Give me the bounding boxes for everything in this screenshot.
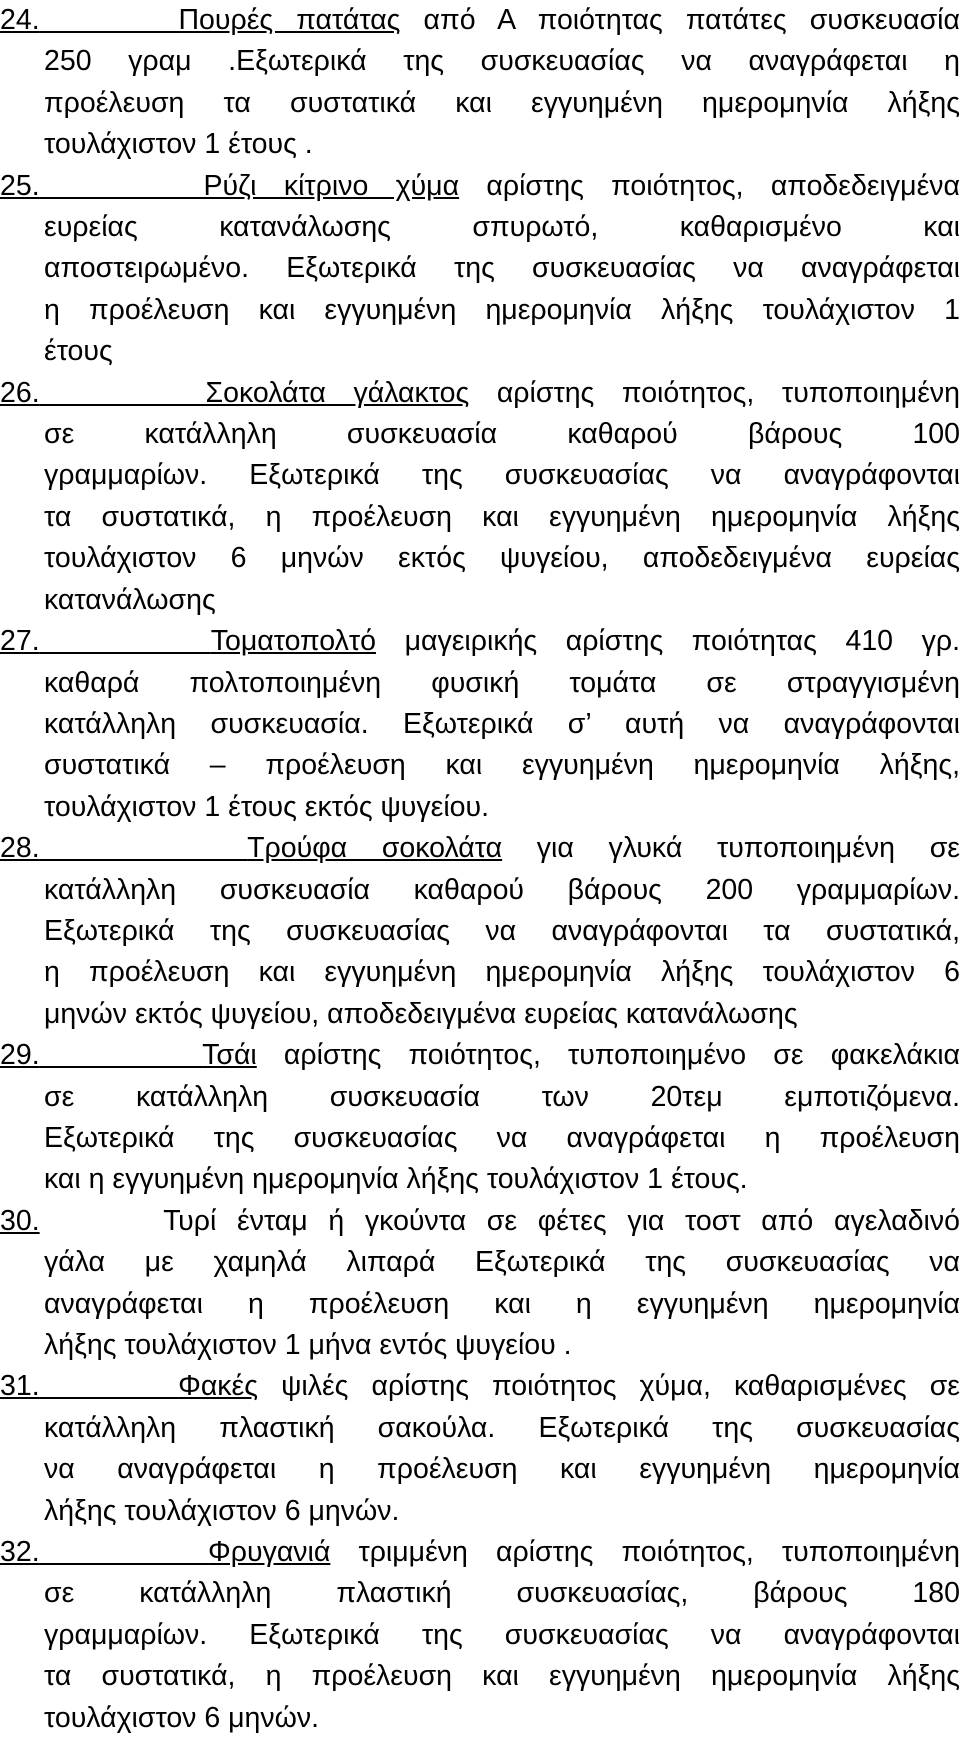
item-number-gap [40,1039,202,1071]
item-continuation-line [0,1573,960,1614]
item-text: προέλευση τα συστατικά και εγγυημένη ημερομηνία λήξης [44,86,960,119]
item-text: λήξης τουλάχιστον 6 μηνών. [44,1494,400,1527]
item-product-name: Σοκολάτα γάλακτος [205,376,470,409]
list-item [0,1201,960,1367]
list-item [0,1366,960,1532]
item-continuation-line [0,1698,960,1739]
item-text: λήξης τουλάχιστον 1 μήνα εντός ψυγείου . [44,1329,572,1361]
item-text: η προέλευση και εγγυημένη ημερομηνία λήξης τουλάχιστον 6 [44,956,960,989]
item-continuation-line [0,1656,960,1697]
item-product-name: Φρυγανιά [208,1536,331,1569]
item-number-gap [40,170,204,202]
item-number: 28. [0,832,40,865]
item-text: ψιλές αρίστης ποιότητος χύμα, καθαρισμένες σε [258,1370,960,1403]
item-first-line [0,373,960,414]
item-continuation-line [0,1325,960,1366]
item-text: μαγειρικής αρίστης ποιότητας 410 γρ. [375,625,960,658]
item-text: μηνών εκτός ψυγείου, αποδεδειγμένα ευρείας κατανάλωσης [44,997,798,1030]
item-continuation-line [0,663,960,704]
item-text: από Α ποιότητας πατάτες συσκευασία [400,4,960,36]
item-text: σε κατάλληλη συσκευασία των 20τεμ εμποτιζόμενα. [44,1080,960,1113]
item-text: αρίστης ποιότητος, αποδεδειγμένα [459,169,960,202]
item-text: αρίστης ποιότητος, τυποποιημένη [469,376,960,409]
item-text: σε κατάλληλη πλαστική συσκευασίας, βάρους 180 [44,1577,960,1610]
item-first-line [0,828,960,869]
item-text: αποστειρωμένο. Εξωτερικά της συσκευασίας να αναγράφεται [44,252,960,285]
item-continuation-line [0,952,960,993]
item-continuation-line [0,1615,960,1656]
item-first-line [0,1035,960,1076]
item-text: καθαρά πολτοποιημένη φυσική τομάτα σε στραγγισμένη [44,666,960,699]
item-text: τα συστατικά, η προέλευση και εγγυημένη ημερομηνία λήξης [44,500,960,533]
item-text: και η εγγυημένη ημερομηνία λήξης τουλάχιστον 1 έτους. [44,1163,748,1196]
item-number: 24. [0,4,40,36]
list-item [0,1035,960,1201]
item-continuation-line [0,1077,960,1118]
item-continuation-line [0,41,960,82]
item-number-gap [40,1205,164,1237]
item-continuation-line [0,704,960,745]
item-number-gap [40,4,179,36]
item-first-line [0,1532,960,1573]
item-continuation-line [0,1491,960,1532]
item-continuation-line [0,787,960,828]
item-continuation-line [0,1242,960,1283]
item-number: 25. [0,169,40,202]
item-continuation-line [0,580,960,621]
item-continuation-line [0,1159,960,1200]
item-text: 250 γραμ .Εξωτερικά της συσκευασίας να αναγράφεται η [44,45,960,78]
item-text: συστατικά – προέλευση και εγγυημένη ημερομηνία λήξης, [44,749,960,782]
item-continuation-line [0,538,960,579]
item-continuation-line [0,994,960,1035]
item-text: γραμμαρίων. Εξωτερικά της συσκευασίας να αναγράφονται [44,459,960,492]
item-continuation-line [0,331,960,372]
item-product-name: Φακές [178,1370,258,1403]
item-continuation-line [0,870,960,911]
item-text: η προέλευση και εγγυημένη ημερομηνία λήξης τουλάχιστον 1 [44,293,960,326]
item-text: γραμμαρίων. Εξωτερικά της συσκευασίας να αναγράφονται [44,1618,960,1651]
item-continuation-line [0,1118,960,1159]
item-continuation-line [0,124,960,165]
item-number: 29. [0,1039,40,1072]
item-number: 31. [0,1370,40,1403]
item-continuation-line [0,1284,960,1325]
item-product-name: Πουρές πατάτας [178,4,401,36]
item-continuation-line [0,414,960,455]
item-text: σε κατάλληλη συσκευασία καθαρού βάρους 100 [44,418,960,451]
item-continuation-line [0,290,960,331]
item-number-gap [40,377,206,409]
list-item [0,828,960,1035]
item-number-gap [40,1536,208,1568]
item-text: έτους [44,335,113,368]
list-item [0,373,960,621]
item-text: κατάλληλη συσκευασία καθαρού βάρους 200 γραμμαρίων. [44,873,960,906]
item-number: 27. [0,625,40,658]
item-text: γάλα με χαμηλά λιπαρά Εξωτερικά της συσκευασίας να [44,1246,960,1279]
item-first-line [0,166,960,207]
item-continuation-line [0,745,960,786]
item-text: τα συστατικά, η προέλευση και εγγυημένη ημερομηνία λήξης [44,1660,960,1693]
list-item [0,0,960,166]
item-text: τουλάχιστον 1 έτους . [44,128,313,161]
item-text: Τυρί ένταμ ή γκούντα σε φέτες για τοστ από αγελαδινό [163,1204,960,1237]
item-text: κατάλληλη πλαστική σακούλα. Εξωτερικά της συσκευασίας [44,1411,960,1444]
item-first-line [0,1366,960,1407]
list-item [0,166,960,373]
item-product-name: Ρύζι κίτρινο χύμα [203,169,460,202]
item-text: αρίστης ποιότητος, τυποποιημένο σε φακελάκια [256,1039,960,1072]
item-text: για γλυκά τυποποιημένη σε [502,832,960,865]
item-number: 26. [0,376,40,409]
item-text: να αναγράφεται η προέλευση και εγγυημένη ημερομηνία [44,1453,960,1486]
item-product-name: Τρούφα σοκολάτα [247,832,503,865]
item-first-line [0,621,960,662]
item-number-gap [40,832,248,864]
item-text: κατάλληλη συσκευασία. Εξωτερικά σ’ αυτή να αναγράφονται [44,707,960,740]
item-text: αναγράφεται η προέλευση και η εγγυημένη ημερομηνία [44,1287,960,1320]
item-continuation-line [0,911,960,952]
item-text: τουλάχιστον 1 έτους εκτός ψυγείου. [44,790,490,823]
list-item [0,621,960,828]
item-product-name: Τοματοπολτό [210,625,376,658]
item-number-gap [40,1370,178,1402]
item-text: Εξωτερικά της συσκευασίας να αναγράφεται η προέλευση [44,1121,960,1154]
item-product-name: Τσάι [202,1039,257,1072]
item-continuation-line [0,83,960,124]
item-first-line [0,1201,960,1242]
item-continuation-line [0,497,960,538]
item-continuation-line [0,248,960,289]
item-continuation-line [0,207,960,248]
item-continuation-line [0,1408,960,1449]
item-continuation-line [0,455,960,496]
item-text: τουλάχιστον 6 μηνών εκτός ψυγείου, αποδεδειγμένα ευρείας [44,542,960,575]
item-text: τριμμένη αρίστης ποιότητος, τυποποιημένη [330,1536,960,1569]
item-text: κατανάλωσης [44,583,216,616]
item-continuation-line [0,1449,960,1490]
item-number: 30. [0,1204,40,1237]
item-text: τουλάχιστον 6 μηνών. [44,1701,320,1734]
item-number: 32. [0,1536,40,1569]
item-first-line [0,0,960,41]
item-text: ευρείας κατανάλωσης σπυρωτό, καθαρισμένο και [44,211,960,244]
item-number-gap [40,625,211,657]
list-item [0,1532,960,1739]
item-text: Εξωτερικά της συσκευασίας να αναγράφονται τα συστατικά, [44,914,960,947]
